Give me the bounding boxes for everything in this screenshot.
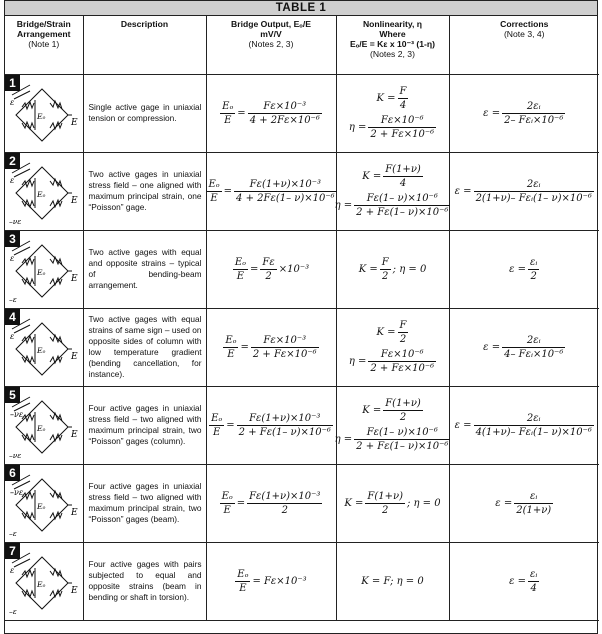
corrections-cell [449, 308, 599, 386]
bridge-diagram [8, 551, 80, 619]
output-lhs-numerator: Eₒ [211, 412, 223, 424]
strain-gage-hatch [12, 241, 30, 251]
corrections-cell [449, 74, 599, 152]
k-equation [362, 164, 423, 189]
bridge-diagram [8, 395, 80, 463]
correction-numerator: εᵢ [530, 256, 538, 268]
bridge-diagram [8, 239, 80, 307]
strain-label-bottom: –νε [9, 450, 22, 460]
strain-label-top: ε [10, 253, 15, 263]
output-cell [206, 152, 336, 230]
output-lhs-numerator: Eₒ [221, 490, 233, 502]
eta-fraction [368, 349, 436, 374]
header-output [206, 16, 336, 74]
output-rhs-fraction [247, 491, 322, 516]
k-numerator: F [399, 86, 407, 97]
corrections-cell [449, 464, 599, 542]
strain-label-bottom: –ε [9, 294, 17, 304]
eta-numerator: Fε(1– ν)×10⁻⁶ [354, 193, 450, 206]
output-lhs-denominator: E [227, 348, 235, 360]
output-lhs-numerator: Eₒ [234, 256, 247, 268]
k-equation [361, 576, 423, 587]
header-corrections [449, 16, 599, 74]
table-row [5, 464, 599, 542]
output-lhs-fraction [220, 491, 235, 516]
header-output-line2: mV/V [260, 29, 282, 39]
header-description [83, 16, 206, 74]
k-fraction [383, 164, 423, 189]
output-equals-sign: = [250, 263, 259, 275]
k-denominator: 2 [382, 270, 389, 282]
output-numerator: Fε(1+ν)×10⁻³ [237, 413, 333, 426]
strain-label-bottom: –ε [9, 528, 17, 538]
strain-gage-hatch [12, 475, 30, 485]
output-lhs-fraction [233, 257, 248, 282]
output-lhs-numerator: Eₒ [237, 568, 249, 580]
correction-lhs: ε = [483, 341, 501, 353]
nonlinearity-cell [336, 308, 449, 386]
correction-denominator: 2(1+ν) [516, 504, 552, 516]
bridge-diagram [8, 473, 80, 541]
correction-fraction [502, 101, 565, 126]
correction-equation [483, 101, 565, 126]
corrections-cell [449, 542, 599, 620]
strain-gage-hatch [12, 319, 30, 329]
row-number-badge: 1 [5, 75, 20, 91]
k-fraction [380, 257, 391, 282]
correction-fraction [528, 569, 539, 594]
correction-lhs: ε = [495, 497, 513, 509]
k-numerator: F(1+ν) [367, 490, 403, 502]
row-number-badge: 2 [5, 153, 20, 169]
correction-denominator: 4 [530, 582, 537, 594]
output-equals-sign: = [223, 185, 233, 197]
k-tail: ; η = 0 [392, 263, 427, 275]
k-lhs: K = [362, 171, 382, 182]
nonlinearity-stack [337, 320, 449, 374]
output-lhs-fraction [223, 335, 238, 360]
output-cell [206, 74, 336, 152]
eta-equation [349, 349, 436, 374]
correction-lhs: ε = [509, 575, 527, 587]
strain-gage-hatch [12, 163, 30, 173]
output-numerator: Fε(1+ν)×10⁻³ [249, 490, 321, 502]
strain-gage-hatch [12, 85, 30, 95]
row-number-badge: 7 [5, 543, 20, 559]
correction-denominator: 4– Fεᵢ×10⁻⁶ [504, 348, 564, 360]
row-number-badge: 5 [5, 387, 20, 403]
header-nonlinearity-line1: Nonlinearity, η [362, 19, 423, 29]
k-inline-expression: K = F; η = 0 [361, 575, 424, 587]
eta-lhs: η = [348, 356, 367, 367]
nonlinearity-cell [336, 230, 449, 308]
correction-numerator: εᵢ [514, 491, 553, 504]
bridge-diagram [8, 161, 80, 229]
arrangement-cell [5, 74, 83, 152]
eta-denominator: 2 + Fε×10⁻⁶ [370, 363, 435, 374]
header-arrangement [5, 16, 83, 74]
output-lhs-denominator: E [213, 426, 221, 438]
excitation-voltage-label: E [71, 195, 78, 206]
output-equation [223, 335, 318, 360]
excitation-voltage-label: E [71, 117, 78, 128]
output-denominator: 2 [265, 270, 272, 282]
k-denominator: 2 [382, 504, 389, 516]
correction-equation [483, 335, 565, 360]
eta-denominator: 2 + Fε×10⁻⁶ [370, 129, 435, 140]
header-output-note: (Notes 2, 3) [248, 39, 294, 49]
output-lhs-numerator: Eₒ [225, 334, 237, 346]
output-denominator: 2 + Fε(1– ν)×10⁻⁶ [238, 426, 331, 438]
nonlinearity-cell [336, 386, 449, 464]
k-equation [359, 257, 427, 282]
eta-denominator: 2 + Fε(1– ν)×10⁻⁶ [356, 207, 449, 218]
output-voltage-label: Eₒ [37, 189, 46, 199]
correction-numerator: 2εᵢ [502, 101, 565, 114]
output-equation [207, 179, 337, 204]
header-corrections-note: (Note 3, 4) [503, 29, 545, 39]
output-lhs-denominator: E [224, 114, 232, 126]
nonlinearity-stack [334, 398, 449, 452]
description-cell: Four active gages in uniaxial stress field – two aligned with maximum principal strain, two “Poisson” gages (beam). [83, 464, 206, 542]
header-arrangement-line1: Bridge/Strain [16, 19, 71, 29]
k-lhs: K = [358, 263, 378, 275]
output-equals-sign: = [226, 419, 235, 431]
output-cell [206, 386, 336, 464]
nonlinearity-stack [337, 491, 449, 516]
eta-numerator: Fε(1– ν)×10⁻⁶ [354, 427, 450, 440]
correction-equation [509, 569, 539, 594]
output-equals-sign: = [237, 107, 246, 119]
description-cell: Two active gages with equal and opposite strains – typical of bending-beam arrangement. [83, 230, 206, 308]
output-lhs-numerator: Eₒ [208, 178, 220, 190]
arrangement-cell [5, 542, 83, 620]
k-lhs: K = [362, 405, 382, 416]
output-lhs-numerator: Eₒ [222, 100, 234, 112]
strain-label-top: ε [10, 331, 15, 341]
k-equation [362, 398, 423, 423]
output-lhs-fraction [207, 179, 222, 204]
strain-gage-hatch [12, 553, 30, 563]
output-cell [206, 464, 336, 542]
header-row [5, 16, 599, 74]
header-nonlinearity-note: (Notes 2, 3) [370, 49, 415, 59]
eta-fraction [354, 427, 450, 452]
arrangement-cell [5, 464, 83, 542]
k-fraction [365, 491, 405, 516]
eta-fraction [368, 115, 436, 140]
row-number-badge: 6 [5, 465, 20, 481]
output-denominator: 2 + Fε×10⁻⁶ [252, 348, 317, 360]
output-lhs-denominator: E [239, 582, 247, 594]
correction-equation [495, 491, 553, 516]
correction-equation [455, 179, 594, 204]
strain-label-bottom: –νε [9, 216, 22, 226]
header-output-line1: Bridge Output, Eₒ/E [231, 19, 311, 29]
output-lhs-fraction [235, 569, 250, 594]
table-row [5, 542, 599, 620]
correction-lhs: ε = [454, 419, 472, 431]
output-cell [206, 230, 336, 308]
bridge-strain-table [5, 16, 599, 621]
strain-label-bottom: –ε [9, 606, 17, 616]
k-lhs: K = [344, 497, 364, 509]
strain-label-top: –νε [10, 409, 24, 419]
output-voltage-label: Eₒ [37, 579, 46, 589]
excitation-voltage-label: E [71, 507, 78, 518]
output-equation [220, 101, 322, 126]
eta-equation [335, 193, 451, 218]
excitation-voltage-label: E [71, 585, 78, 596]
eta-lhs: η = [334, 434, 353, 445]
header-corrections-label: Corrections [500, 19, 549, 29]
row-number-badge: 3 [5, 231, 20, 247]
eta-denominator: 2 + Fε(1– ν)×10⁻⁶ [356, 441, 449, 452]
correction-lhs: ε = [483, 107, 501, 119]
output-equals-sign: = [236, 497, 246, 509]
output-rhs-fraction [237, 413, 333, 438]
header-arrangement-note: (Note 1) [28, 39, 60, 49]
output-voltage-label: Eₒ [37, 423, 46, 433]
correction-fraction [514, 491, 553, 516]
correction-denominator: 2(1+ν)– Fεᵢ(1– ν)×10⁻⁶ [475, 192, 592, 204]
description-cell: Two active gages in uniaxial stress field – one aligned with maximum principal strain, one “Poisson” gage. [83, 152, 206, 230]
k-equation [344, 491, 440, 516]
description-cell: Single active gage in uniaxial tension or compression. [83, 74, 206, 152]
output-lhs-fraction [209, 413, 224, 438]
correction-numerator: εᵢ [530, 568, 538, 580]
nonlinearity-stack [337, 576, 449, 587]
correction-lhs: ε = [509, 263, 527, 275]
k-equation [377, 320, 409, 345]
excitation-voltage-label: E [71, 273, 78, 284]
table-row [5, 386, 599, 464]
output-inline-expression: = Fε×10⁻³ [252, 575, 307, 587]
output-numerator: Fε×10⁻³ [251, 335, 319, 348]
nonlinearity-stack [337, 86, 449, 140]
header-description-label: Description [120, 19, 169, 29]
bridge-diagram [8, 317, 80, 385]
output-equals-sign: = [240, 341, 249, 353]
row-number-badge: 4 [5, 309, 20, 325]
output-equation [209, 413, 333, 438]
excitation-voltage-label: E [71, 429, 78, 440]
k-numerator: F [399, 320, 407, 331]
eta-lhs: η = [334, 200, 353, 211]
eta-fraction [354, 193, 450, 218]
strain-label-top: ε [10, 565, 15, 575]
strain-label-top: ε [10, 97, 15, 107]
eta-lhs: η = [348, 122, 367, 133]
header-nonlinearity-line3: Eₒ/E = Kε x 10⁻³ (1-η) [350, 39, 435, 49]
correction-fraction [528, 257, 539, 282]
output-voltage-label: Eₒ [37, 267, 46, 277]
correction-equation [455, 413, 594, 438]
correction-lhs: ε = [454, 185, 472, 197]
correction-numerator: 2εᵢ [474, 413, 594, 426]
nonlinearity-stack [337, 257, 449, 282]
output-denominator: 4 + 2Fε×10⁻⁶ [249, 114, 320, 126]
header-nonlinearity [336, 16, 449, 74]
arrangement-cell [5, 386, 83, 464]
output-voltage-label: Eₒ [37, 501, 46, 511]
strain-label-top: ε [10, 175, 15, 185]
k-fraction [398, 86, 409, 111]
corrections-cell [449, 152, 599, 230]
description-cell: Two active gages with equal strains of same sign – used on opposite sides of column with low temperature gradient (bending cancellation, for instance). [83, 308, 206, 386]
k-lhs: K = [376, 327, 396, 338]
correction-numerator: 2εᵢ [474, 179, 594, 192]
bridge-diagram [8, 83, 80, 151]
k-lhs: K = [376, 93, 396, 104]
table-row [5, 74, 599, 152]
output-rhs-fraction [234, 179, 337, 204]
eta-equation [335, 427, 451, 452]
eta-numerator: Fε×10⁻⁶ [368, 115, 436, 128]
strain-gage-hatch [12, 397, 30, 407]
corrections-cell [449, 230, 599, 308]
output-denominator: 2 [281, 504, 288, 516]
output-equation [220, 491, 323, 516]
strain-label-top: –νε [10, 487, 24, 497]
output-numerator: Fε(1+ν)×10⁻³ [234, 179, 337, 192]
output-rhs-fraction [260, 257, 276, 282]
table-row [5, 308, 599, 386]
header-arrangement-line2: Arrangement [17, 29, 71, 39]
output-voltage-label: Eₒ [37, 111, 46, 121]
correction-fraction [502, 335, 565, 360]
correction-fraction [474, 413, 594, 438]
table-row [5, 230, 599, 308]
k-denominator: 4 [399, 178, 407, 189]
correction-equation [509, 257, 539, 282]
output-voltage-label: Eₒ [37, 345, 46, 355]
correction-denominator: 2 [530, 270, 537, 282]
k-denominator: 2 [399, 334, 407, 345]
nonlinearity-cell [336, 542, 449, 620]
output-rhs-fraction [248, 101, 322, 126]
output-cell [206, 308, 336, 386]
correction-fraction [474, 179, 594, 204]
k-numerator: F(1+ν) [385, 398, 421, 409]
output-rhs-fraction [251, 335, 319, 360]
k-fraction [383, 398, 423, 423]
k-equation [377, 86, 409, 111]
k-numerator: F(1+ν) [385, 164, 421, 175]
k-numerator: F [381, 256, 389, 268]
k-denominator: 2 [399, 412, 407, 423]
output-tail: ×10⁻³ [278, 263, 310, 275]
description-cell: Four active gages in uniaxial stress field – two aligned with maximum principal strain, two “Poisson” gages (column). [83, 386, 206, 464]
table-row [5, 152, 599, 230]
output-equation [235, 569, 306, 594]
excitation-voltage-label: E [71, 351, 78, 362]
arrangement-cell [5, 230, 83, 308]
table-title: TABLE 1 [5, 1, 597, 16]
correction-denominator: 4(1+ν)– Fεᵢ(1– ν)×10⁻⁶ [475, 426, 592, 438]
output-lhs-denominator: E [236, 270, 245, 282]
output-lhs-denominator: E [223, 504, 231, 516]
output-numerator: Fε [262, 256, 275, 268]
description-cell: Four active gages with pairs subjected to equal and opposite strains (beam in bending or shaft in torsion). [83, 542, 206, 620]
nonlinearity-cell [336, 74, 449, 152]
output-lhs-fraction [220, 101, 235, 126]
output-denominator: 4 + 2Fε(1– ν)×10⁻⁶ [236, 192, 335, 204]
table-container [4, 0, 598, 634]
output-equation [233, 257, 309, 282]
k-fraction [398, 320, 409, 345]
output-lhs-denominator: E [210, 192, 218, 204]
arrangement-cell [5, 308, 83, 386]
eta-numerator: Fε×10⁻⁶ [368, 349, 436, 362]
nonlinearity-cell [336, 464, 449, 542]
nonlinearity-stack [334, 164, 449, 218]
output-cell [206, 542, 336, 620]
k-denominator: 4 [399, 100, 407, 111]
output-numerator: Fε×10⁻³ [248, 101, 322, 114]
corrections-cell [449, 386, 599, 464]
k-tail: ; η = 0 [406, 497, 441, 509]
arrangement-cell [5, 152, 83, 230]
correction-numerator: 2εᵢ [502, 335, 565, 348]
correction-denominator: 2– Fεᵢ×10⁻⁶ [504, 114, 564, 126]
eta-equation [349, 115, 436, 140]
nonlinearity-cell [336, 152, 449, 230]
header-nonlinearity-line2: Where [379, 29, 406, 39]
